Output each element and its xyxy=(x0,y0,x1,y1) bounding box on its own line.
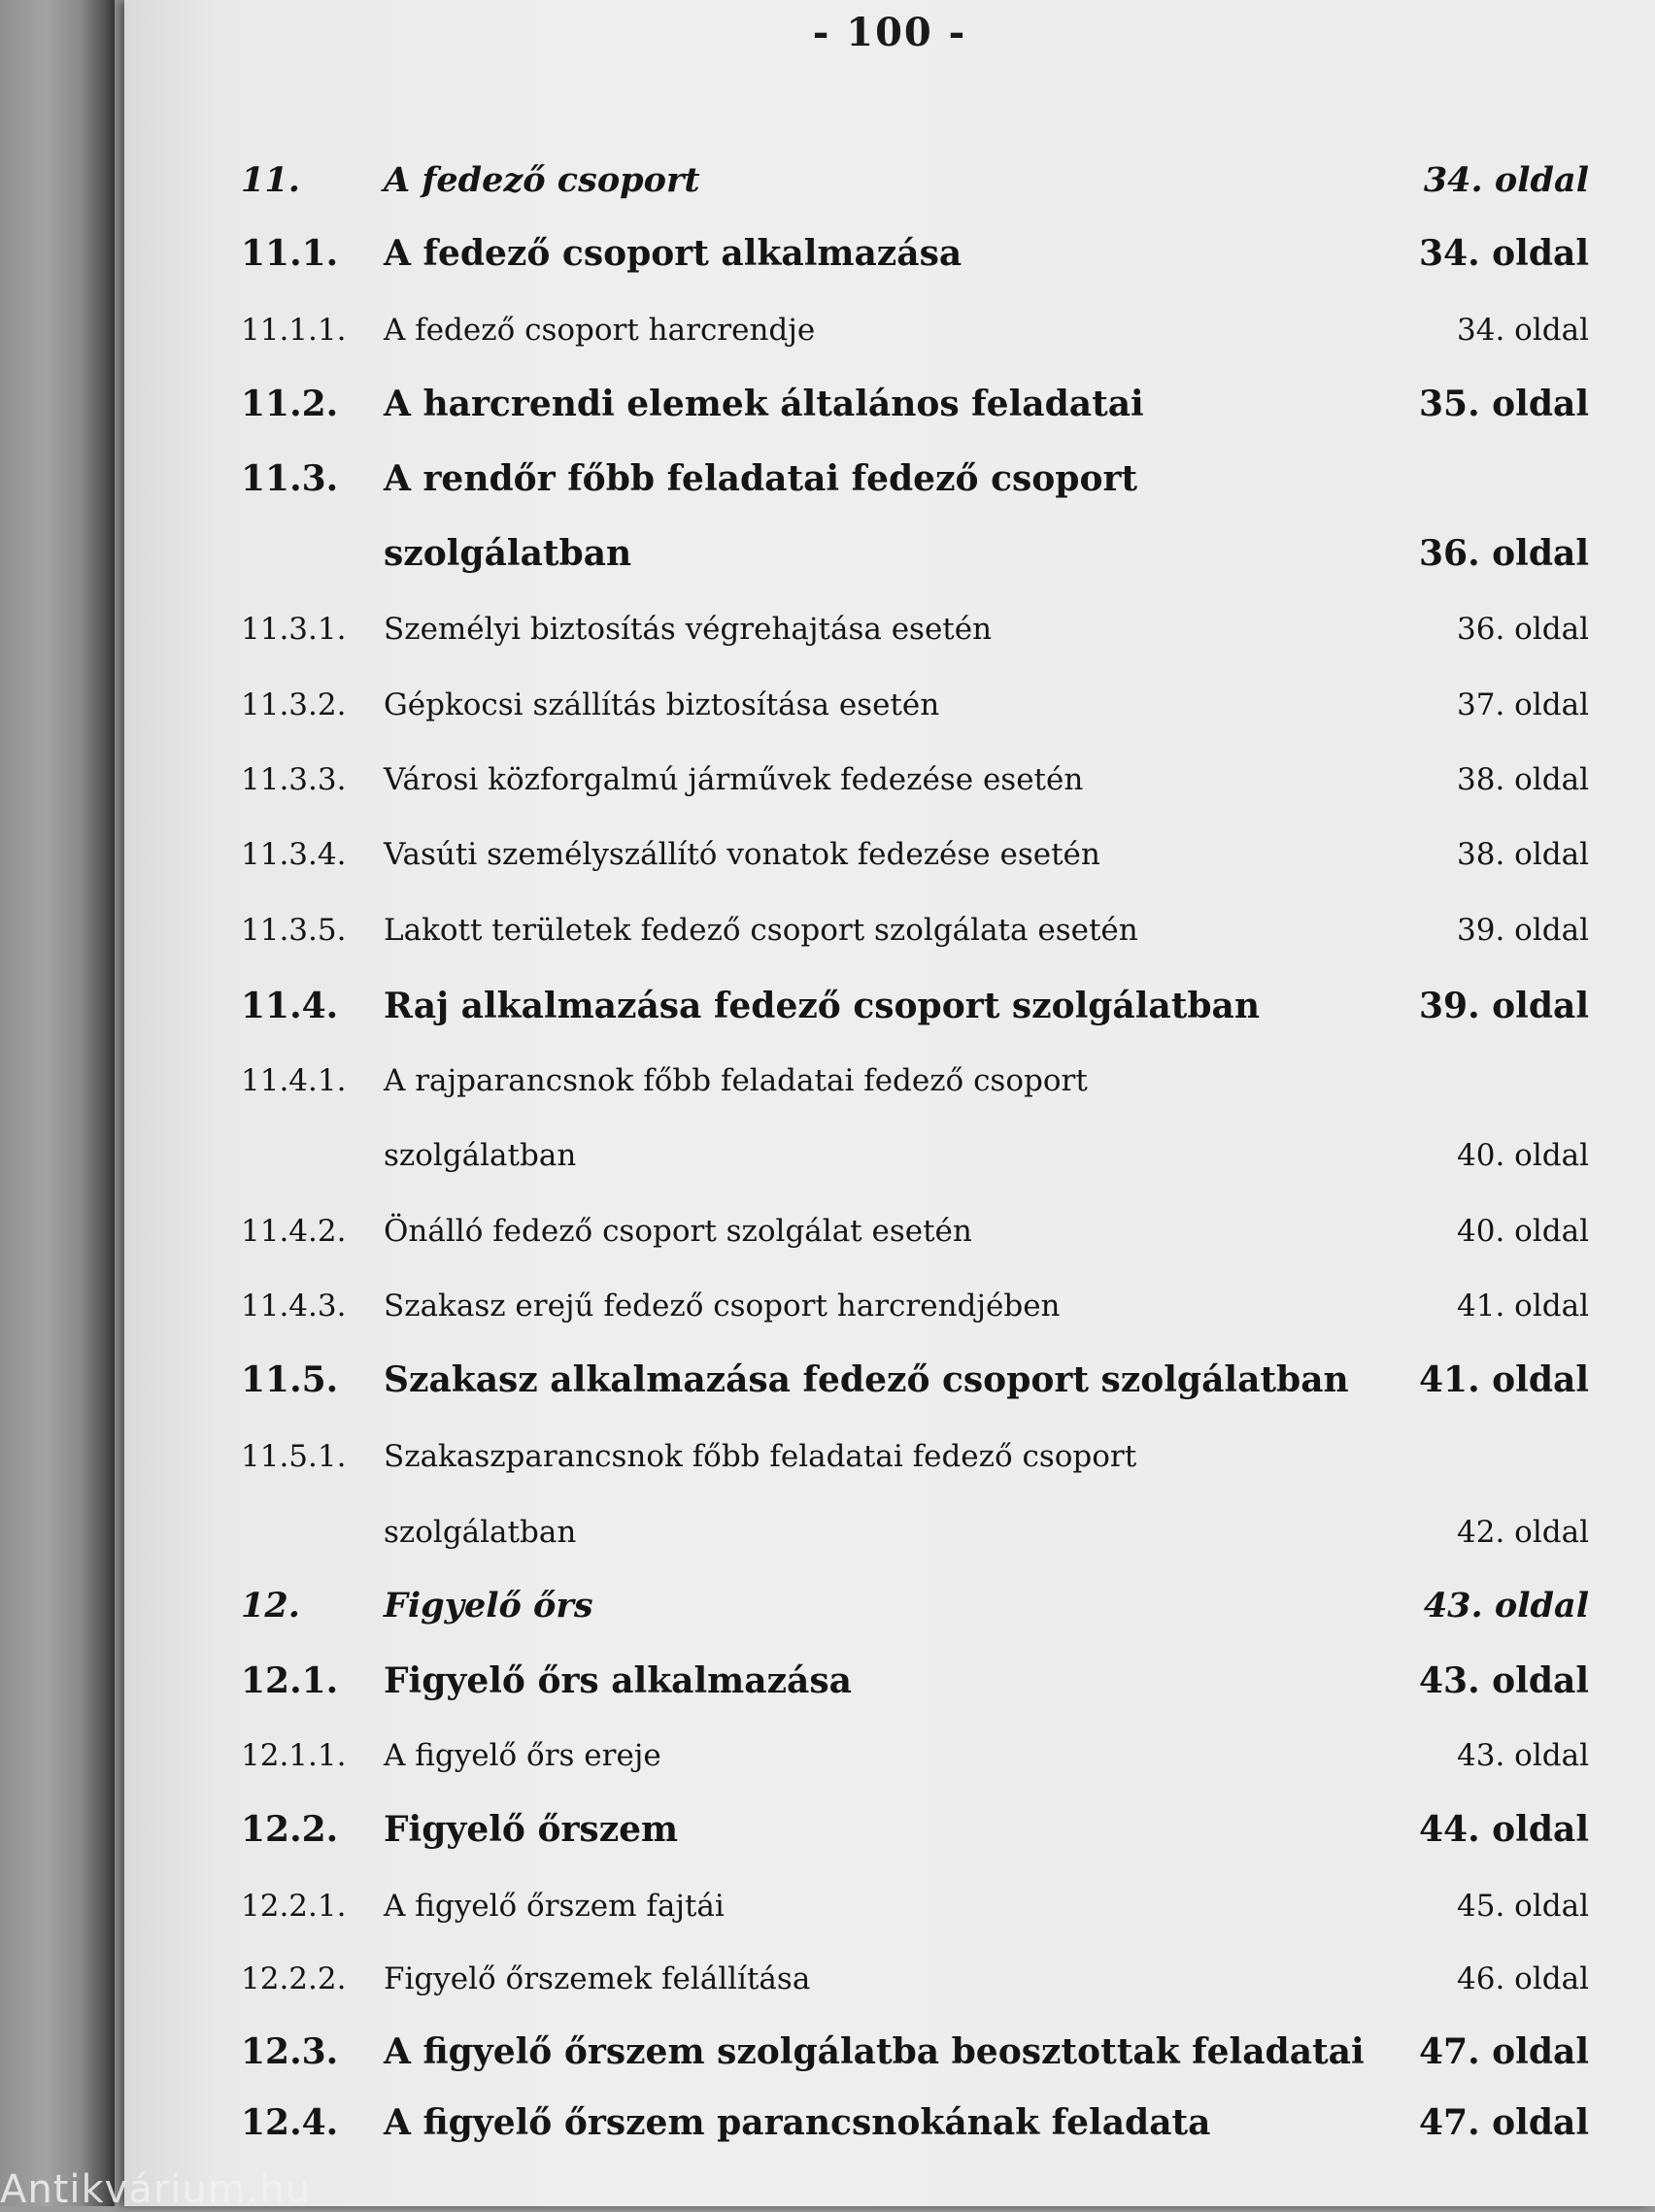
toc-page: 34. oldal xyxy=(1418,233,1589,274)
toc-page: 38. oldal xyxy=(1457,762,1589,797)
toc-page: 45. oldal xyxy=(1457,1889,1589,1924)
toc-page: 40. oldal xyxy=(1457,1214,1589,1249)
toc-number: 11.3.1. xyxy=(241,612,347,647)
toc-title: Szakaszparancsnok főbb feladatai fedező csoport xyxy=(384,1439,1137,1474)
toc-row xyxy=(124,1214,1655,1272)
toc-title: Lakott területek fedező csoport szolgálata esetén xyxy=(384,913,1138,948)
toc-row xyxy=(124,1439,1655,1497)
toc-page: 34. oldal xyxy=(1457,313,1589,348)
toc-number: 11.4. xyxy=(241,986,339,1026)
toc-title: szolgálatban xyxy=(384,1515,577,1550)
toc-title: szolgálatban xyxy=(384,533,632,574)
toc-row xyxy=(124,762,1655,821)
toc-page: 41. oldal xyxy=(1418,1359,1589,1400)
toc-page: 37. oldal xyxy=(1457,687,1589,722)
page-number: - 100 - xyxy=(812,10,967,55)
toc-title: A harcrendi elemek általános feladatai xyxy=(384,384,1144,424)
toc-number: 12.1.1. xyxy=(241,1738,347,1773)
toc-row xyxy=(124,1660,1655,1719)
toc-row xyxy=(124,233,1655,291)
toc-row xyxy=(124,2031,1655,2090)
toc-number: 12. xyxy=(241,1586,300,1625)
toc-title: A fedező csoport xyxy=(384,160,700,200)
toc-title: A figyelő őrs ereje xyxy=(384,1738,661,1773)
toc-title: Önálló fedező csoport szolgálat esetén xyxy=(384,1214,972,1249)
toc-row xyxy=(124,458,1655,517)
toc-row xyxy=(124,1359,1655,1418)
toc-number: 11.3.4. xyxy=(241,837,347,872)
toc-row xyxy=(124,1889,1655,1947)
toc-page: 44. oldal xyxy=(1418,1809,1589,1850)
toc-number: 11.4.3. xyxy=(241,1289,347,1324)
toc-title: A rendőr főbb feladatai fedező csoport xyxy=(384,458,1138,499)
toc-number: 12.2.1. xyxy=(241,1889,347,1924)
toc-row xyxy=(124,913,1655,971)
toc-title: A fedező csoport alkalmazása xyxy=(384,233,963,274)
toc-title: Raj alkalmazása fedező csoport szolgálatban xyxy=(384,986,1261,1026)
toc-row xyxy=(124,986,1655,1044)
toc-row xyxy=(124,837,1655,895)
toc-title: A figyelő őrszem szolgálatba beosztottak feladatai xyxy=(384,2031,1365,2072)
toc-number: 11.3.3. xyxy=(241,762,347,797)
toc-page: 34. oldal xyxy=(1423,160,1589,200)
toc-page: 47. oldal xyxy=(1418,2031,1589,2072)
toc-page: 36. oldal xyxy=(1457,612,1589,647)
toc-row xyxy=(124,687,1655,746)
toc-title: Figyelő őrszem xyxy=(384,1809,679,1850)
toc-page: 43. oldal xyxy=(1418,1660,1589,1701)
book-page xyxy=(124,0,1655,2206)
toc-number: 11.3.2. xyxy=(241,687,347,722)
toc-page: 43. oldal xyxy=(1423,1586,1589,1625)
toc-number: 11.4.2. xyxy=(241,1214,347,1249)
toc-title: A fedező csoport harcrendje xyxy=(384,313,816,348)
toc-row xyxy=(124,1738,1655,1796)
toc-number: 11. xyxy=(241,160,300,200)
toc-page: 47. oldal xyxy=(1418,2102,1589,2143)
toc-title: Gépkocsi szállítás biztosítása esetén xyxy=(384,687,940,722)
toc-page: 46. oldal xyxy=(1457,1961,1589,1996)
toc-title: Figyelő őrs xyxy=(384,1586,593,1625)
toc-number: 12.4. xyxy=(241,2102,339,2143)
toc-number: 11.1.1. xyxy=(241,313,347,348)
toc-number: 11.5. xyxy=(241,1359,339,1400)
toc-number: 12.2.2. xyxy=(241,1961,347,1996)
toc-row xyxy=(124,1138,1655,1196)
toc-title: A figyelő őrszem fajtái xyxy=(384,1889,725,1924)
toc-row xyxy=(124,160,1655,218)
toc-page: 42. oldal xyxy=(1457,1515,1589,1550)
toc-number: 11.2. xyxy=(241,384,339,424)
toc-number: 11.4.1. xyxy=(241,1063,347,1098)
toc-page: 35. oldal xyxy=(1418,384,1589,424)
toc-row xyxy=(124,1063,1655,1122)
toc-number: 12.3. xyxy=(241,2031,339,2072)
toc-title: szolgálatban xyxy=(384,1138,577,1173)
toc-title: Szakasz alkalmazása fedező csoport szolgálatban xyxy=(384,1359,1349,1400)
toc-number: 12.2. xyxy=(241,1809,339,1850)
toc-title: A figyelő őrszem parancsnokának feladata xyxy=(384,2102,1211,2143)
watermark-text: Antikvárium.hu xyxy=(0,2167,312,2212)
toc-row xyxy=(124,612,1655,670)
toc-title: Városi közforgalmú járművek fedezése esetén xyxy=(384,762,1084,797)
toc-title: Szakasz erejű fedező csoport harcrendjében xyxy=(384,1289,1061,1324)
toc-row xyxy=(124,313,1655,371)
toc-page: 36. oldal xyxy=(1418,533,1589,574)
toc-number: 12.1. xyxy=(241,1660,339,1701)
toc-title: Személyi biztosítás végrehajtása esetén xyxy=(384,612,993,647)
toc-row xyxy=(124,533,1655,591)
toc-row xyxy=(124,1289,1655,1347)
toc-number: 11.5.1. xyxy=(241,1439,347,1474)
toc-title: A rajparancsnok főbb feladatai fedező csoport xyxy=(384,1063,1088,1098)
toc-title: Figyelő őrs alkalmazása xyxy=(384,1660,852,1701)
toc-page: 39. oldal xyxy=(1418,986,1589,1026)
toc-number: 11.3. xyxy=(241,458,339,499)
table-of-contents xyxy=(124,0,1655,2206)
toc-title: Vasúti személyszállító vonatok fedezése esetén xyxy=(384,837,1100,872)
toc-row xyxy=(124,1961,1655,2020)
toc-page: 40. oldal xyxy=(1457,1138,1589,1173)
toc-row xyxy=(124,1586,1655,1644)
toc-title: Figyelő őrszemek felállítása xyxy=(384,1961,811,1996)
toc-page: 43. oldal xyxy=(1457,1738,1589,1773)
book-binding-edge xyxy=(0,0,115,2206)
toc-number: 11.1. xyxy=(241,233,339,274)
toc-page: 41. oldal xyxy=(1457,1289,1589,1324)
toc-row xyxy=(124,1809,1655,1867)
toc-page: 38. oldal xyxy=(1457,837,1589,872)
toc-row xyxy=(124,384,1655,442)
toc-row xyxy=(124,1515,1655,1573)
toc-row xyxy=(124,2102,1655,2161)
toc-page: 39. oldal xyxy=(1457,913,1589,948)
toc-number: 11.3.5. xyxy=(241,913,347,948)
